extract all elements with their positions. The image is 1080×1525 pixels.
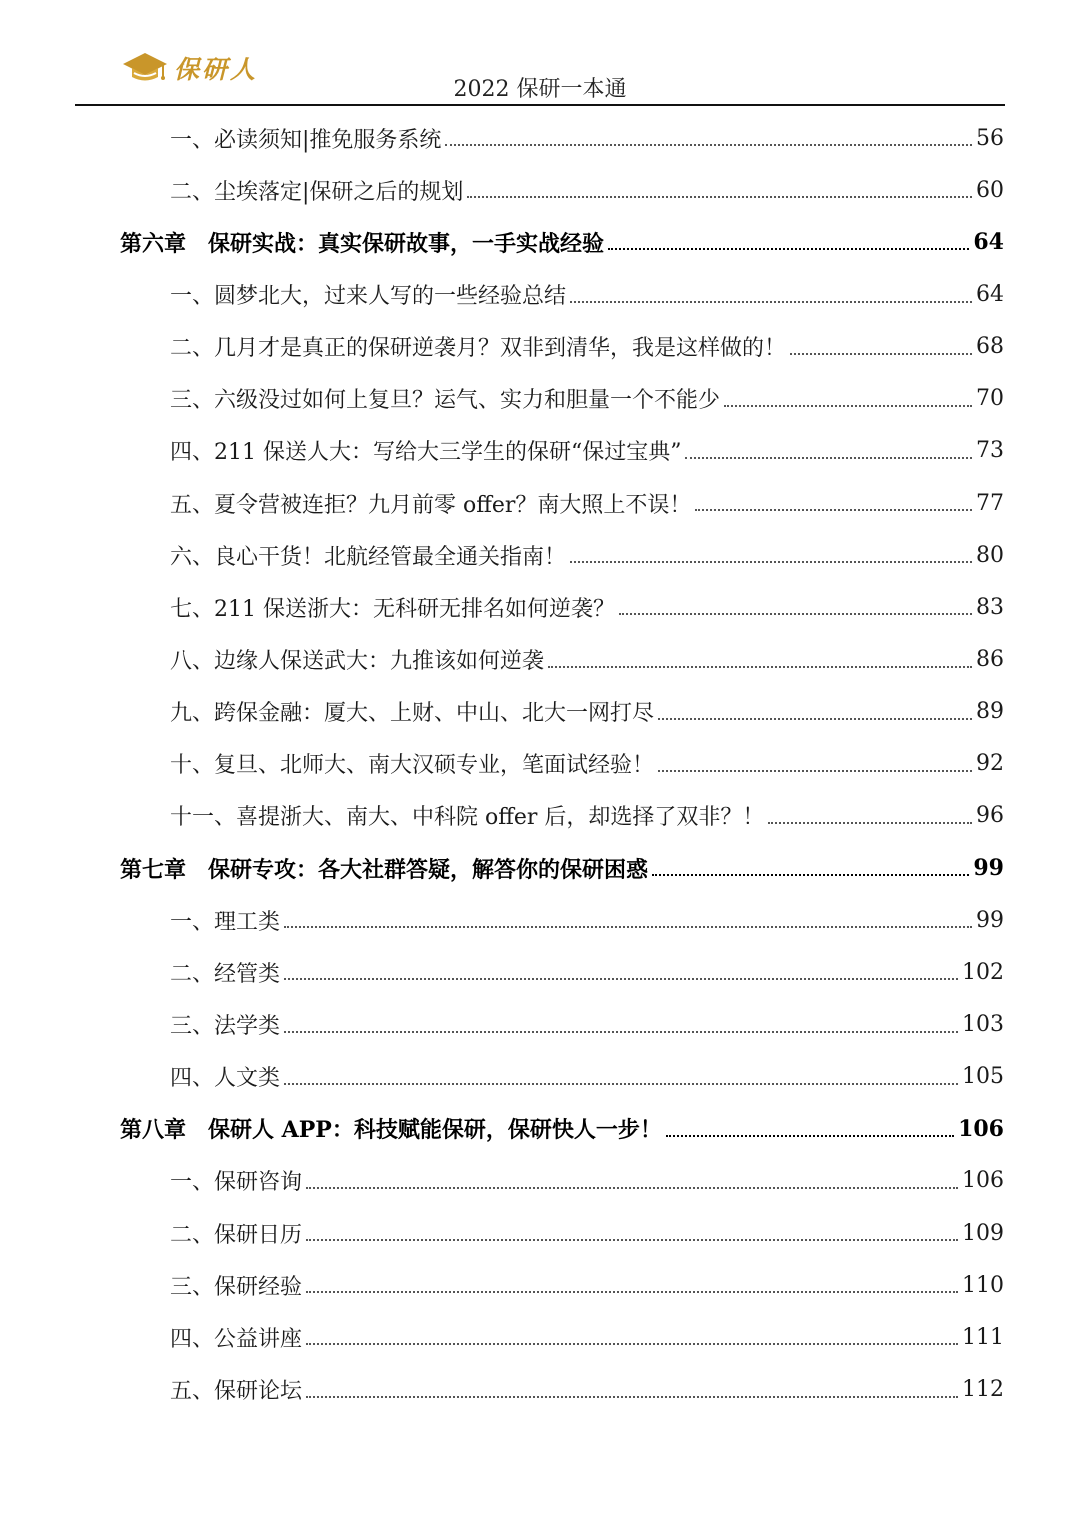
toc-chapter-entry[interactable] [0, 1103, 1080, 1155]
toc-entry-title: 三、六级没过如何上复旦？运气、实力和胆量一个不能少 [170, 388, 721, 414]
dot-leader [619, 612, 972, 615]
toc-entry-title: 四、211 保送人大：写给大三学生的保研“保过宝典” [170, 440, 682, 466]
toc-page-number: 64 [976, 281, 1004, 307]
toc-page-number: 56 [976, 125, 1004, 151]
dot-leader [570, 300, 972, 303]
dot-leader [658, 717, 972, 720]
toc-section-entry[interactable] [0, 1207, 1080, 1259]
toc-section-entry[interactable] [0, 164, 1080, 216]
toc-section-entry[interactable] [0, 1051, 1080, 1103]
dot-leader [695, 508, 972, 511]
toc-entry-title: 二、保研日历 [170, 1222, 303, 1248]
toc-page-number: 83 [976, 594, 1004, 620]
toc-section-entry[interactable] [0, 738, 1080, 790]
dot-leader [724, 404, 972, 407]
toc-section-entry[interactable] [0, 790, 1080, 842]
toc-page-number: 109 [962, 1220, 1004, 1246]
toc-page-number: 68 [976, 334, 1004, 360]
dot-leader [666, 1134, 954, 1137]
toc-page-number: 99 [973, 855, 1004, 882]
toc-entry-title: 一、必读须知|推免服务系统 [170, 127, 442, 153]
toc-page-number: 92 [976, 751, 1004, 777]
toc-section-entry[interactable] [0, 477, 1080, 529]
toc-section-entry[interactable] [0, 112, 1080, 164]
toc-page-number: 106 [958, 1115, 1004, 1142]
dot-leader [284, 925, 972, 928]
dot-leader [768, 821, 972, 824]
toc-chapter-entry[interactable] [0, 216, 1080, 268]
toc-section-entry[interactable] [0, 633, 1080, 685]
toc-entry-title: 五、保研论坛 [170, 1378, 303, 1404]
dot-leader [548, 665, 972, 668]
toc-page-number: 60 [976, 177, 1004, 203]
dot-leader [467, 195, 972, 198]
toc-page-number: 64 [973, 229, 1004, 256]
toc-section-entry[interactable] [0, 529, 1080, 581]
toc-entry-title: 二、尘埃落定|保研之后的规划 [170, 179, 464, 205]
dot-leader [652, 873, 969, 876]
toc-section-entry[interactable] [0, 581, 1080, 633]
toc-entry-title: 一、保研咨询 [170, 1170, 303, 1196]
toc-section-entry[interactable] [0, 373, 1080, 425]
dot-leader [570, 560, 972, 563]
dot-leader [306, 1395, 958, 1398]
toc-entry-title: 九、跨保金融：厦大、上财、中山、北大一网打尽 [170, 701, 655, 727]
toc-entry-title: 二、经管类 [170, 961, 281, 987]
toc-section-entry[interactable] [0, 268, 1080, 320]
toc-section-entry[interactable] [0, 425, 1080, 477]
toc-page-number: 103 [962, 1011, 1004, 1037]
toc-page-number: 106 [962, 1168, 1004, 1194]
dot-leader [306, 1290, 958, 1293]
dot-leader [658, 769, 972, 772]
toc-entry-title: 六、良心干货！北航经管最全通关指南！ [170, 544, 567, 570]
toc-entry-title: 第六章 保研实战：真实保研故事，一手实战经验 [120, 230, 605, 257]
toc-section-entry[interactable] [0, 321, 1080, 373]
toc-entry-title: 三、保研经验 [170, 1274, 303, 1300]
toc-page-number: 86 [976, 646, 1004, 672]
toc-page-number: 77 [976, 490, 1004, 516]
dot-leader [445, 143, 972, 146]
toc-section-entry[interactable] [0, 1155, 1080, 1207]
header-divider [75, 104, 1005, 106]
toc-section-entry[interactable] [0, 1311, 1080, 1363]
dot-leader [284, 977, 958, 980]
toc-entry-title: 三、法学类 [170, 1013, 281, 1039]
toc-entry-title: 五、夏令营被连拒？九月前零 offer？南大照上不误！ [170, 492, 692, 518]
toc-entry-title: 七、211 保送浙大：无科研无排名如何逆袭？ [170, 596, 615, 622]
toc-page-number: 96 [976, 803, 1004, 829]
toc-page-number: 112 [962, 1376, 1004, 1402]
toc-entry-title: 一、圆梦北大，过来人写的一些经验总结 [170, 283, 567, 309]
toc-section-entry[interactable] [0, 998, 1080, 1050]
dot-leader [790, 352, 972, 355]
toc-chapter-entry[interactable] [0, 842, 1080, 894]
table-of-contents [0, 112, 1080, 1416]
toc-page-number: 102 [962, 959, 1004, 985]
dot-leader [284, 1082, 958, 1085]
dot-leader [306, 1238, 958, 1241]
toc-section-entry[interactable] [0, 1259, 1080, 1311]
toc-page-number: 89 [976, 699, 1004, 725]
toc-page-number: 73 [976, 438, 1004, 464]
toc-entry-title: 十、复旦、北师大、南大汉硕专业，笔面试经验！ [170, 753, 655, 779]
toc-section-entry[interactable] [0, 686, 1080, 738]
toc-entry-title: 十一、喜提浙大、南大、中科院 offer 后，却选择了双非？！ [170, 805, 765, 831]
dot-leader [306, 1186, 958, 1189]
document-title: 2022 保研一本通 [453, 77, 627, 102]
dot-leader [306, 1342, 958, 1345]
toc-entry-title: 八、边缘人保送武大：九推该如何逆袭 [170, 648, 545, 674]
toc-entry-title: 一、理工类 [170, 909, 281, 935]
toc-page-number: 80 [976, 542, 1004, 568]
toc-entry-title: 第七章 保研专攻：各大社群答疑，解答你的保研困惑 [120, 856, 649, 883]
toc-section-entry[interactable] [0, 1363, 1080, 1415]
toc-page-number: 111 [962, 1324, 1004, 1350]
toc-entry-title: 二、几月才是真正的保研逆袭月？双非到清华，我是这样做的！ [170, 336, 787, 362]
toc-page-number: 70 [976, 386, 1004, 412]
toc-page-number: 105 [962, 1064, 1004, 1090]
logo-text: 保研人 [174, 55, 259, 84]
toc-section-entry[interactable] [0, 894, 1080, 946]
toc-page-number: 110 [962, 1272, 1004, 1298]
dot-leader [608, 247, 969, 250]
toc-page-number: 99 [976, 907, 1004, 933]
toc-entry-title: 第八章 保研人 APP：科技赋能保研，保研快人一步！ [120, 1117, 662, 1144]
toc-entry-title: 四、人文类 [170, 1066, 281, 1092]
toc-entry-title: 四、公益讲座 [170, 1326, 303, 1352]
toc-section-entry[interactable] [0, 946, 1080, 998]
dot-leader [685, 456, 972, 459]
dot-leader [284, 1030, 958, 1033]
